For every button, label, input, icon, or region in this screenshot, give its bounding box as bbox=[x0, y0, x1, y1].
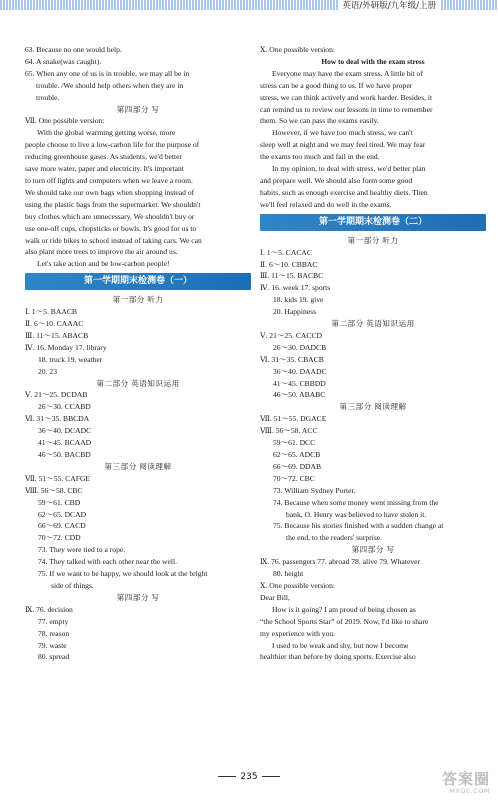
exam-banner-1: 第一学期期末检测卷（一） bbox=[25, 273, 251, 290]
answer-65-cont: trouble. bbox=[36, 92, 60, 102]
answer-row: Ⅱ. 6～10. CBBAC bbox=[260, 259, 318, 269]
answer-row: 78. reason bbox=[38, 628, 70, 638]
essay-line: We should take our own bags when shopping instead of bbox=[25, 187, 195, 197]
answer-row: 73. They were tied to a rope. bbox=[38, 545, 126, 555]
essay-label: Ⅹ. One possible version: bbox=[260, 580, 336, 590]
essay-title: How to deal with the exam stress bbox=[321, 56, 425, 66]
watermark-brand: 答案圈 bbox=[441, 770, 490, 788]
answer-row: 36～40. DCADC bbox=[38, 426, 92, 436]
answer-row: Ⅷ. 56～58. ACC bbox=[260, 426, 318, 436]
left-column bbox=[25, 44, 251, 663]
answer-row: Ⅸ. 76. decision bbox=[25, 604, 73, 614]
essay-line: Everyone may have the exam stress. A little bit of bbox=[272, 68, 423, 78]
header-bar bbox=[0, 0, 498, 14]
essay-line: However, if we have too much stress, we can't bbox=[272, 128, 413, 138]
essay-line: we'll feel relaxed and do well in the exams. bbox=[260, 199, 392, 209]
section-heading: 第二部分 英语知识运用 bbox=[96, 378, 180, 388]
answer-row: 70～72. CBC bbox=[273, 473, 315, 483]
section-heading: 第二部分 英语知识运用 bbox=[331, 319, 415, 329]
letter-line: my experience with you. bbox=[260, 628, 336, 638]
footer-rule bbox=[218, 776, 236, 777]
answer-row: Ⅲ. 11～15. BACBC bbox=[260, 271, 324, 281]
essay-line: With the global warming getting worse, more bbox=[37, 128, 176, 138]
answer-row: 75. Because his stories finished with a sudden change at bbox=[273, 521, 444, 531]
answer-row: 20. 23 bbox=[38, 366, 57, 376]
answer-row: 73. William Sydney Porter. bbox=[273, 485, 356, 495]
answer-row: Ⅸ. 76. passengers 77. abroad 78. alive 79. Whatever bbox=[260, 557, 421, 567]
answer-row: Ⅶ. 51～55. DGACE bbox=[260, 414, 327, 424]
page-number: 235 bbox=[240, 772, 258, 782]
essay-line: can remind us to review our lessons in time to remember bbox=[260, 104, 433, 114]
essay-line: and prepare well. We should also form some good bbox=[260, 175, 413, 185]
answer-row: Ⅱ. 6～10. CAAAC bbox=[25, 319, 84, 329]
answer-row: 18. truck 19. weather bbox=[38, 354, 103, 364]
answer-row: the end, to the readers' surprise. bbox=[286, 533, 383, 543]
essay-line: buy clothes which are unnecessary. We shouldn't buy or bbox=[25, 211, 195, 221]
letter-line: healthier than before by doing sports. Exercise also bbox=[260, 652, 416, 662]
answer-row: 79. waste bbox=[38, 640, 67, 650]
footer-rule bbox=[262, 776, 280, 777]
answer-row: Ⅶ. 51～55. CAFGE bbox=[25, 473, 91, 483]
essay-label: Ⅶ. One possible version: bbox=[25, 116, 105, 126]
letter-line: How is it going? I am proud of being chosen as bbox=[272, 604, 416, 614]
answer-row: 20. Happiness bbox=[273, 307, 317, 317]
section-heading: 第四部分 写 bbox=[116, 592, 160, 602]
answer-row: Ⅰ. 1～5. CACAC bbox=[260, 247, 312, 257]
answer-64: 64. A snake(was caught). bbox=[25, 56, 102, 66]
answer-row: 66～69. DDAB bbox=[273, 461, 322, 471]
answer-row: Ⅴ. 21～25. DCDAB bbox=[25, 390, 88, 400]
essay-line: stress, we can think actively and work harder. Besides, it bbox=[260, 92, 433, 102]
essay-line: people choose to live a low-carbon life for the purpose of bbox=[25, 140, 200, 150]
answer-row: Ⅳ. 16. Monday 17. library bbox=[25, 342, 107, 352]
answer-row: 62～65. ADCB bbox=[273, 450, 321, 459]
answer-row: 77. empty bbox=[38, 616, 69, 626]
answer-row: 36～40. DAADC bbox=[273, 366, 327, 376]
essay-line: habits, such as enough exercise and healthy diets. Then bbox=[260, 187, 428, 197]
answer-row: bank, O. Henry was believed to have stolen it. bbox=[286, 509, 427, 519]
exam-banner-2: 第一学期期末检测卷（二） bbox=[260, 214, 486, 231]
answer-row: 59～61. DCC bbox=[273, 438, 316, 448]
answer-row: 26～30. DADCB bbox=[273, 342, 327, 352]
essay-line: also plant more trees to improve the air around us. bbox=[25, 247, 178, 257]
answer-row: 80. spread bbox=[38, 652, 70, 662]
answer-row: 70～72. CDD bbox=[38, 533, 81, 543]
essay-line: reducing greenhouse gases. As students, we'd better bbox=[25, 152, 182, 162]
essay-line: to turn off lights and computers when we leave a room. bbox=[25, 175, 193, 185]
answer-row: 41～45. BCAAD bbox=[38, 438, 92, 448]
header-label: 英语/外研版/九年级/上册 bbox=[338, 0, 440, 12]
essay-line: walk or ride bikes to school instead of taking cars. We can bbox=[25, 235, 202, 245]
essay-line: them. So we can pass the exams easily. bbox=[260, 116, 379, 126]
essay-line: In my opinion, to deal with stress, we'd better plan bbox=[272, 164, 426, 174]
section-heading: 第四部分 写 bbox=[351, 545, 395, 555]
answer-row: Ⅴ. 21～25. CACCD bbox=[260, 330, 323, 340]
letter-greeting: Dear Bill, bbox=[260, 592, 290, 602]
answer-row: 46～50. BACBD bbox=[38, 450, 91, 459]
answer-row: Ⅵ. 31～35. BBCDA bbox=[25, 414, 90, 424]
answer-65: 65. When any one of us is in trouble, we may all be in bbox=[25, 68, 190, 78]
essay-line: save more water, paper and electricity. It's important bbox=[25, 164, 184, 174]
answer-row: 41～45. CBBDD bbox=[273, 378, 326, 388]
answer-row: 74. Because when some money went missing from the bbox=[273, 497, 439, 507]
answer-row: 18. kids 19. give bbox=[273, 295, 324, 305]
answer-row: Ⅲ. 11～15. ABACB bbox=[25, 330, 89, 340]
answer-63: 63. Because no one would help. bbox=[25, 45, 122, 54]
essay-line: using the plastic bags from the supermarket. We shouldn't bbox=[25, 199, 201, 209]
section-heading: 第一部分 听力 bbox=[347, 235, 399, 245]
answer-row: Ⅰ. 1～5. BAACB bbox=[25, 307, 77, 317]
answer-row: 66～69. CACD bbox=[38, 521, 86, 531]
answer-row: 62～65. DCAD bbox=[38, 509, 87, 519]
answer-row: Ⅵ. 31～35. CBACB bbox=[260, 354, 324, 364]
answer-row: Ⅳ. 16. week 17. sports bbox=[260, 283, 331, 293]
essay-line: the exams too much and fail in the end. bbox=[260, 152, 380, 162]
answer-row: side of things. bbox=[51, 580, 94, 590]
essay-label: Ⅹ. One possible version: bbox=[260, 45, 336, 54]
watermark-url: MXQE.COM bbox=[449, 787, 490, 795]
answer-row: 75. If we want to be happy, we should look at the bright bbox=[38, 569, 208, 579]
answer-row: 46～50. ABABC bbox=[273, 390, 326, 400]
section-heading: 第三部分 阅读理解 bbox=[104, 461, 172, 471]
answer-row: 80. height bbox=[273, 569, 304, 579]
section-heading: 第三部分 阅读理解 bbox=[339, 402, 407, 412]
right-column bbox=[260, 44, 486, 663]
letter-line: “the School Sports Star” of 2019. Now, I'd like to share bbox=[260, 616, 429, 626]
essay-line: Let's take action and be low-carbon people! bbox=[37, 259, 170, 269]
answer-row: 26～30. CCABD bbox=[38, 402, 91, 412]
essay-line: sleep well at night and we may feel tired. We may fear bbox=[260, 140, 426, 150]
letter-line: I used to be weak and shy, but now I become bbox=[272, 640, 409, 650]
answer-row: Ⅷ. 56～58. CBC bbox=[25, 485, 83, 495]
essay-line: stress can be a good thing to us. If we have proper bbox=[260, 80, 413, 90]
section-heading: 第一部分 听力 bbox=[112, 295, 164, 305]
answer-row: 74. They talked with each other near the well. bbox=[38, 557, 178, 567]
essay-line: use one-off cups, chopsticks or bowls. It's good for us to bbox=[25, 223, 197, 233]
section-heading: 第四部分 写 bbox=[116, 104, 160, 114]
watermark-logo bbox=[416, 772, 490, 796]
answer-65-cont: trouble. /We should help others when they are in bbox=[36, 80, 184, 90]
answer-row: 59～61. CBD bbox=[38, 497, 81, 507]
